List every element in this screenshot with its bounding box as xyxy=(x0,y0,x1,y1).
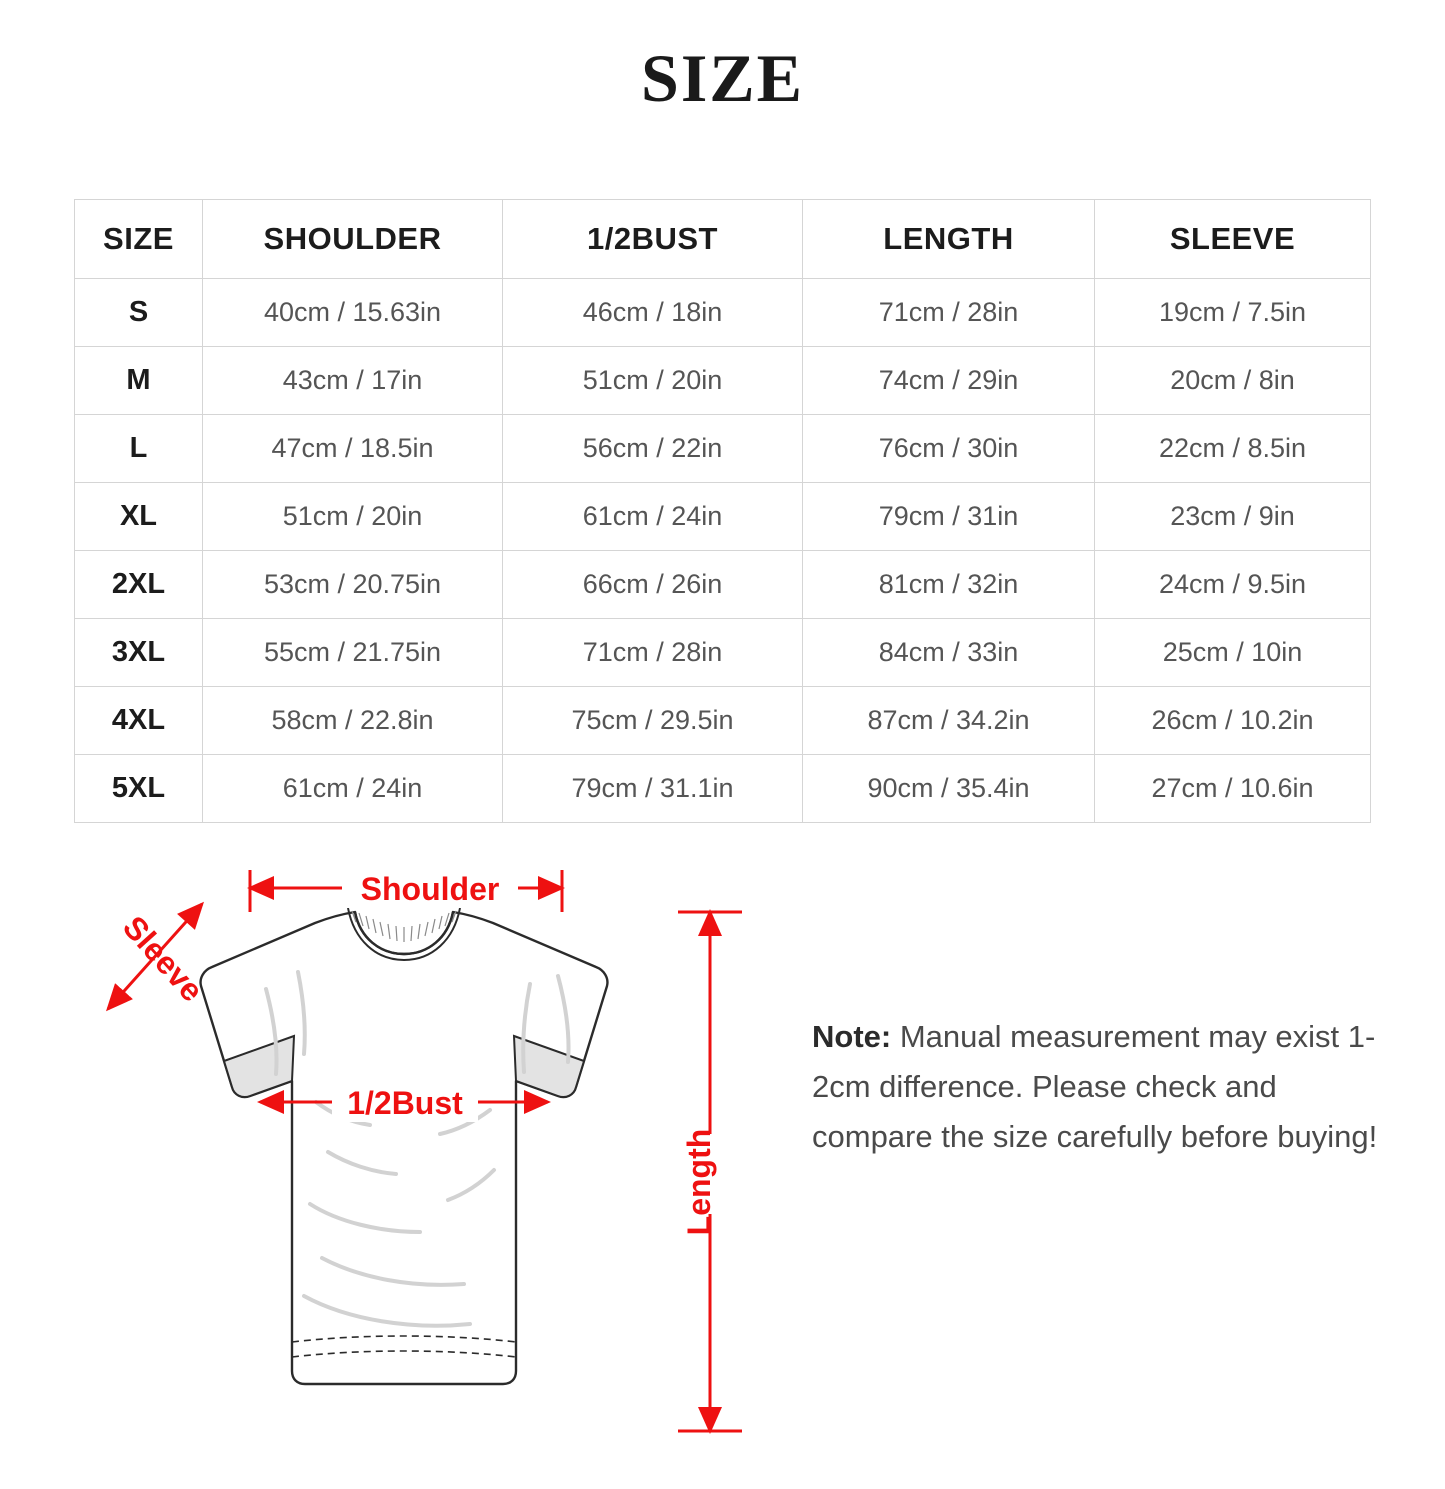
cell-bust: 75cm / 29.5in xyxy=(503,687,803,755)
cell-sleeve: 20cm / 8in xyxy=(1095,347,1371,415)
table-row xyxy=(75,415,1371,483)
cell-sleeve: 19cm / 7.5in xyxy=(1095,279,1371,347)
cell-size: XL xyxy=(75,483,203,551)
cell-bust: 51cm / 20in xyxy=(503,347,803,415)
cell-sleeve: 22cm / 8.5in xyxy=(1095,415,1371,483)
cell-bust: 71cm / 28in xyxy=(503,619,803,687)
cell-shoulder: 51cm / 20in xyxy=(203,483,503,551)
cell-length: 79cm / 31in xyxy=(803,483,1095,551)
column-header-size: SIZE xyxy=(75,200,203,279)
cell-sleeve: 25cm / 10in xyxy=(1095,619,1371,687)
cell-shoulder: 53cm / 20.75in xyxy=(203,551,503,619)
cell-size: S xyxy=(75,279,203,347)
table-row xyxy=(75,619,1371,687)
note-label: Note: xyxy=(812,1019,892,1054)
note-block xyxy=(812,1012,1392,1163)
table-row xyxy=(75,279,1371,347)
table-header-row xyxy=(75,200,1371,279)
column-header-bust: 1/2BUST xyxy=(503,200,803,279)
tshirt-illustration xyxy=(201,908,608,1384)
column-header-sleeve: SLEEVE xyxy=(1095,200,1371,279)
shoulder-label: Shoulder xyxy=(360,871,500,907)
cell-bust: 46cm / 18in xyxy=(503,279,803,347)
column-header-shoulder: SHOULDER xyxy=(203,200,503,279)
cell-size: 5XL xyxy=(75,755,203,823)
cell-length: 71cm / 28in xyxy=(803,279,1095,347)
cell-shoulder: 47cm / 18.5in xyxy=(203,415,503,483)
table-row xyxy=(75,687,1371,755)
cell-length: 90cm / 35.4in xyxy=(803,755,1095,823)
cell-bust: 61cm / 24in xyxy=(503,483,803,551)
cell-size: L xyxy=(75,415,203,483)
cell-shoulder: 61cm / 24in xyxy=(203,755,503,823)
table-row xyxy=(75,483,1371,551)
cell-sleeve: 27cm / 10.6in xyxy=(1095,755,1371,823)
table-row xyxy=(75,755,1371,823)
table-row xyxy=(75,347,1371,415)
column-header-length: LENGTH xyxy=(803,200,1095,279)
page-title: SIZE xyxy=(641,40,804,116)
cell-length: 84cm / 33in xyxy=(803,619,1095,687)
size-chart-table xyxy=(74,199,1370,823)
tshirt-measurement-diagram xyxy=(60,834,780,1464)
bust-label: 1/2Bust xyxy=(347,1085,463,1121)
length-label: Length xyxy=(681,1128,717,1236)
cell-length: 74cm / 29in xyxy=(803,347,1095,415)
cell-size: M xyxy=(75,347,203,415)
cell-sleeve: 24cm / 9.5in xyxy=(1095,551,1371,619)
cell-size: 4XL xyxy=(75,687,203,755)
cell-shoulder: 43cm / 17in xyxy=(203,347,503,415)
cell-sleeve: 23cm / 9in xyxy=(1095,483,1371,551)
table-row xyxy=(75,551,1371,619)
sleeve-label: Sleeve xyxy=(115,908,211,1009)
cell-length: 87cm / 34.2in xyxy=(803,687,1095,755)
cell-length: 81cm / 32in xyxy=(803,551,1095,619)
cell-bust: 66cm / 26in xyxy=(503,551,803,619)
note-text: Manual measurement may exist 1-2cm difference. Please check and compare the size carefully before buying! xyxy=(812,1019,1378,1155)
cell-size: 2XL xyxy=(75,551,203,619)
cell-shoulder: 55cm / 21.75in xyxy=(203,619,503,687)
cell-shoulder: 40cm / 15.63in xyxy=(203,279,503,347)
cell-bust: 56cm / 22in xyxy=(503,415,803,483)
cell-bust: 79cm / 31.1in xyxy=(503,755,803,823)
cell-shoulder: 58cm / 22.8in xyxy=(203,687,503,755)
cell-length: 76cm / 30in xyxy=(803,415,1095,483)
cell-size: 3XL xyxy=(75,619,203,687)
cell-sleeve: 26cm / 10.2in xyxy=(1095,687,1371,755)
